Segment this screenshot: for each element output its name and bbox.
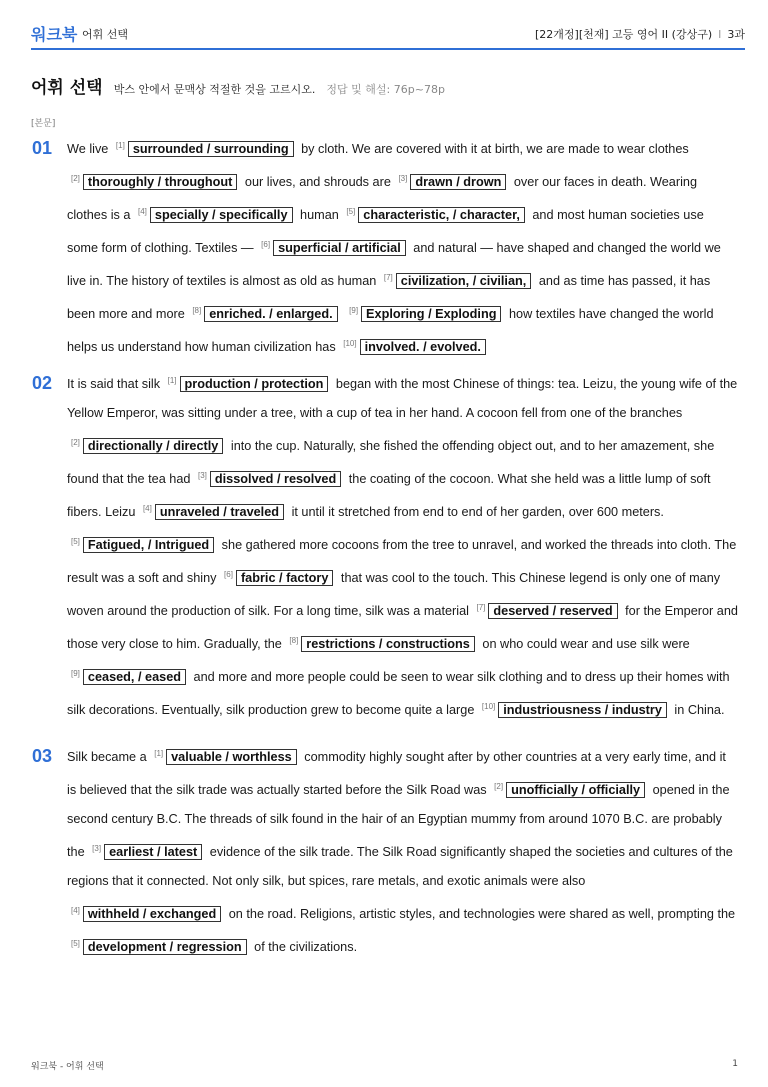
blank-number: [7]: [476, 603, 486, 612]
choice-box[interactable]: earliest / latest: [104, 844, 202, 860]
passage-text: commodity highly sought after by other countries at a very early time, and it is believed that the silk trade was actually started before the Silk Road was: [67, 750, 726, 797]
passage-number-02: 02: [32, 373, 53, 393]
section-name: 어휘 선택: [82, 28, 129, 41]
blank-number: [8]: [289, 636, 299, 645]
blank-number: [3]: [92, 844, 102, 853]
blank-number: [1]: [115, 141, 125, 150]
instruction-text: 박스 안에서 문맥상 적절한 것을 고르시오.: [113, 83, 316, 96]
blank-number: [1]: [154, 749, 164, 758]
choice-box[interactable]: Exploring / Exploding: [361, 306, 501, 322]
passage-text: into the cup. Naturally, she fished the offending object out, and to her amazement, she found that the tea had: [67, 439, 715, 486]
passage-text: opened in the second century B.C. The threads of silk found in the hair of an Egyptian mummy from around 1070 B.C. are probably the: [67, 783, 730, 859]
choice-box[interactable]: withheld / exchanged: [83, 906, 221, 922]
answer-reference: 정답 및 해설: 76p~78p: [326, 83, 445, 96]
blank-number: [6]: [261, 240, 271, 249]
header-separator: I: [718, 28, 722, 41]
choice-box[interactable]: valuable / worthless: [166, 749, 297, 765]
blank-number: [5]: [71, 537, 80, 546]
blank-number: [2]: [71, 174, 80, 183]
passage-text: that was cool to the touch. This Chinese legend is only one of many woven around the production of silk. For a long time, silk was a material: [67, 571, 721, 618]
passage-text: it until it stretched from end to end of her garden, over 600 meters.: [291, 505, 664, 519]
passage-text: human: [300, 208, 339, 222]
passage-text: We live: [67, 142, 109, 156]
choice-box[interactable]: surrounded / surrounding: [128, 141, 294, 157]
passage-number-01: 01: [32, 138, 53, 158]
brand-title: 워크북: [31, 25, 78, 44]
choice-box[interactable]: unofficially / officially: [506, 782, 645, 798]
page-number: 1: [732, 1059, 738, 1069]
blank-number: [5]: [346, 207, 356, 216]
passage-text: and most human societies use some form of clothing. Textiles —: [67, 208, 704, 255]
choice-box[interactable]: restrictions / constructions: [301, 636, 475, 652]
passage-text: began with the most Chinese of things: tea. Leizu, the young wife of the Yellow Emperor, was sitting under a tree, with a cup of tea in her hand. A cocoon fell from one of the branches: [67, 377, 738, 420]
choice-box[interactable]: production / protection: [180, 376, 329, 392]
passage-text: Silk became a: [67, 750, 147, 764]
passage-text: and natural — have shaped and changed the world we live in. The history of textiles is almost as old as human: [67, 241, 721, 288]
passage-text: on the road. Religions, artistic styles, and technologies were shared as well, prompting the: [228, 907, 736, 921]
choice-box[interactable]: drawn / drown: [410, 174, 506, 190]
passage-text: for the Emperor and those very close to him. Gradually, the: [67, 604, 738, 651]
choice-box[interactable]: enriched. / enlarged.: [204, 306, 337, 322]
passage-text: and more and more people could be seen to wear silk clothing and to dress up their homes with silk decorations. Eventually, silk production grew to become quite a large: [67, 670, 730, 717]
passage-text: It is said that silk: [67, 377, 161, 391]
blank-number: [1]: [167, 376, 177, 385]
passage-text: how textiles have changed the world helps us understand how human civilization has: [67, 307, 714, 354]
passage-text: she gathered more cocoons from the tree to unravel, and worked the threads into cloth. The result was a soft and shiny: [67, 538, 737, 585]
blank-number: [6]: [224, 570, 233, 579]
passage-01: [67, 131, 738, 362]
blank-number: [4]: [138, 207, 147, 216]
choice-box[interactable]: dissolved / resolved: [210, 471, 341, 487]
blank-number: [3]: [198, 471, 207, 480]
passage-03: [67, 739, 738, 962]
blank-number: [9]: [349, 306, 359, 315]
blank-number: [8]: [192, 306, 202, 315]
choice-box[interactable]: thoroughly / throughout: [83, 174, 237, 190]
blank-number: [4]: [71, 906, 80, 915]
passage-label: [본문]: [31, 119, 56, 129]
passage-02: [67, 366, 738, 725]
passage-text: over our faces in death. Wearing clothes is a: [67, 175, 698, 222]
passage-text: by cloth. We are covered with it at birth, we are made to wear clothes: [301, 142, 689, 156]
passage-text: the coating of the cocoon. What she held was a little lump of soft fibers. Leizu: [67, 472, 711, 519]
passage-text: and as time has passed, it has been more and more: [67, 274, 711, 321]
choice-box[interactable]: directionally / directly: [83, 438, 223, 454]
choice-box[interactable]: superficial / artificial: [273, 240, 406, 256]
course-info: [535, 26, 745, 42]
footer-label: 워크북 - 어휘 선택: [31, 1062, 104, 1072]
page-header: [31, 20, 745, 50]
choice-box[interactable]: industriousness / industry: [498, 702, 667, 718]
choice-box[interactable]: involved. / evolved.: [360, 339, 486, 355]
choice-box[interactable]: ceased, / eased: [83, 669, 186, 685]
passage-text: evidence of the silk trade. The Silk Road significantly shaped the societies and cultures of the regions that it connected. Not only silk, but spices, rare metals, and exotic animals were also: [67, 845, 733, 888]
blank-number: [10]: [481, 702, 496, 711]
blank-number: [10]: [343, 339, 357, 348]
choice-box[interactable]: unraveled / traveled: [155, 504, 284, 520]
blank-number: [7]: [383, 273, 393, 282]
choice-box[interactable]: specially / specifically: [150, 207, 293, 223]
course-name: [22개정][천재] 고등 영어 II (강상구): [535, 28, 713, 41]
passage-text: of the civilizations.: [254, 940, 358, 954]
choice-box[interactable]: deserved / reserved: [488, 603, 617, 619]
blank-number: [2]: [494, 782, 504, 791]
passage-number-03: 03: [32, 746, 53, 766]
blank-number: [9]: [71, 669, 80, 678]
blank-number: [4]: [142, 504, 152, 513]
passage-text: on who could wear and use silk were: [482, 637, 690, 651]
passage-text: in China.: [674, 703, 725, 717]
choice-box[interactable]: characteristic, / character,: [358, 207, 525, 223]
blank-number: [3]: [398, 174, 408, 183]
title-row: [31, 73, 445, 98]
choice-box[interactable]: fabric / factory: [236, 570, 333, 586]
choice-box[interactable]: Fatigued, / Intrigued: [83, 537, 214, 553]
lesson-number: 3과: [727, 28, 745, 41]
page-title: 어휘 선택: [31, 78, 103, 98]
blank-number: [2]: [71, 438, 80, 447]
passage-text: our lives, and shrouds are: [244, 175, 391, 189]
choice-box[interactable]: development / regression: [83, 939, 247, 955]
choice-box[interactable]: civilization, / civilian,: [396, 273, 532, 289]
blank-number: [5]: [71, 939, 80, 948]
